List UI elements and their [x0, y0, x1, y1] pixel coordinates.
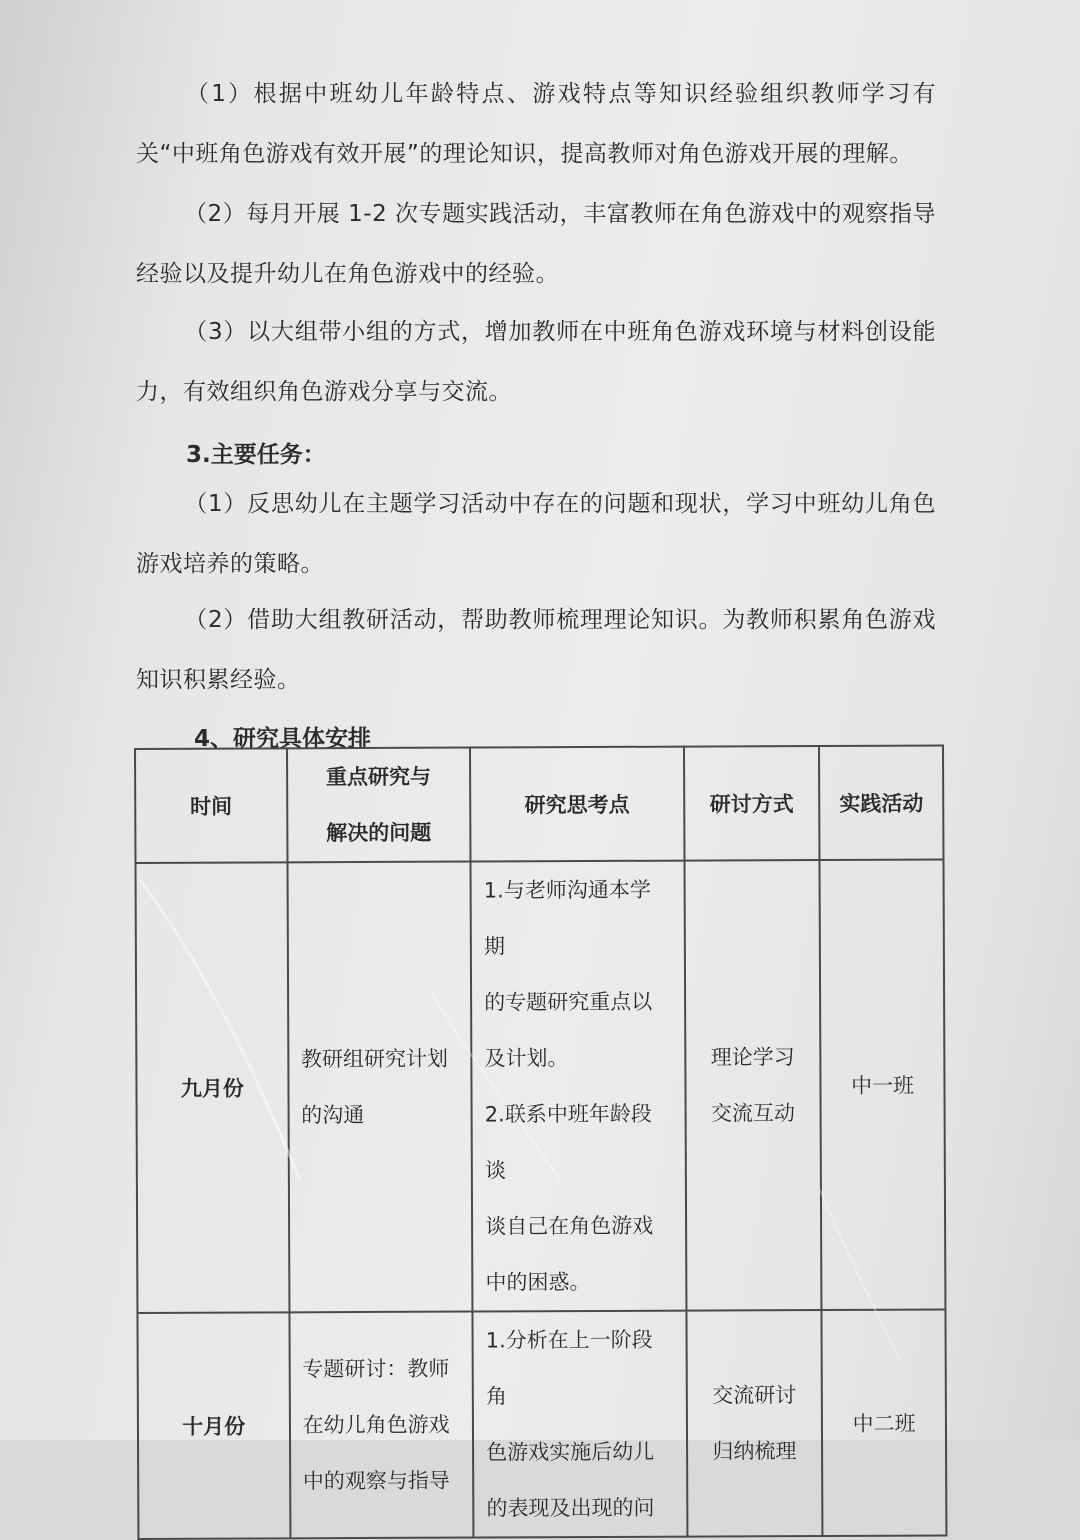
header-issue-line-2: 解决的问题	[326, 820, 432, 846]
table-row	[136, 859, 946, 1313]
row-issue	[287, 862, 473, 1313]
paragraph-goal-1	[136, 64, 936, 184]
table-header-row	[135, 745, 943, 863]
header-method: 研讨方式	[684, 746, 820, 861]
paragraph-goal-3	[136, 302, 936, 422]
header-issue-line-1: 重点研究与	[325, 764, 432, 790]
row-points	[473, 1311, 687, 1538]
paragraph-task-2	[136, 590, 936, 710]
row-method-line: 交流研讨	[712, 1383, 797, 1408]
row-method	[686, 1310, 823, 1537]
row-method-line: 理论学习	[710, 1045, 795, 1070]
row-method	[684, 860, 822, 1311]
header-issue	[287, 748, 471, 863]
row-points-line: 及计划。	[484, 1046, 569, 1071]
row-points-line: 1.与老师沟通本学期	[483, 877, 651, 959]
paragraph-goal-1-text: （1）根据中班幼儿年龄特点、游戏特点等知识经验组织教师学习有关“中班角色游戏有效开展”的理论知识，提高教师对角色游戏开展的理解。	[136, 81, 936, 167]
row-points-line: 谈自己在角色游戏	[485, 1213, 654, 1239]
row-issue-line: 专题研讨：教师	[302, 1356, 450, 1382]
row-issue-line: 在幼儿角色游戏	[302, 1412, 450, 1438]
row-points-line: 中的困惑。	[485, 1270, 591, 1295]
row-issue-line: 的沟通	[301, 1102, 365, 1128]
row-points-line: 1.分析在上一阶段角	[485, 1327, 653, 1409]
row-practice: 中一班	[820, 859, 946, 1310]
row-method-line: 归纳梳理	[712, 1439, 797, 1464]
paragraph-task-1-text: （1）反思幼儿在主题学习活动中存在的问题和现状，学习中班幼儿角色游戏培养的策略。	[136, 491, 936, 577]
schedule-table	[134, 744, 947, 1540]
header-practice: 实践活动	[819, 745, 943, 860]
paragraph-goal-3-text: （3）以大组带小组的方式，增加教师在中班角色游戏环境与材料创设能力，有效组织角色游戏分享与交流。	[136, 319, 936, 405]
paragraph-goal-2	[136, 184, 936, 304]
row-time: 十月份	[137, 1312, 290, 1539]
row-points-line: 的专题研究重点以	[484, 989, 653, 1015]
paragraph-task-1	[136, 474, 936, 594]
row-points-line: 的表现及出现的问	[486, 1495, 655, 1521]
row-issue-line: 教研组研究计划	[300, 1046, 449, 1072]
row-issue-line: 中的观察与指导	[302, 1468, 450, 1494]
row-method-line: 交流互动	[710, 1101, 796, 1126]
row-practice: 中二班	[822, 1309, 947, 1536]
row-issue	[289, 1312, 474, 1539]
row-points-line: 色游戏实施后幼儿	[486, 1439, 655, 1465]
section-heading-schedule: 4、研究具体安排	[194, 726, 372, 752]
header-time: 时间	[135, 748, 287, 863]
table-row	[137, 1309, 946, 1539]
section-heading-main-tasks: 3.主要任务：	[186, 442, 326, 468]
header-points: 研究思考点	[470, 747, 684, 862]
paragraph-task-2-text: （2）借助大组教研活动，帮助教师梳理理论知识。为教师积累角色游戏知识积累经验。	[136, 607, 936, 693]
paragraph-goal-2-text: （2）每月开展 1-2 次专题实践活动，丰富教师在角色游戏中的观察指导经验以及提升幼儿在角色游戏中的经验。	[136, 201, 936, 287]
row-points	[471, 861, 686, 1312]
row-points-line: 2.联系中班年龄段谈	[484, 1101, 652, 1183]
row-time: 九月份	[136, 862, 290, 1313]
